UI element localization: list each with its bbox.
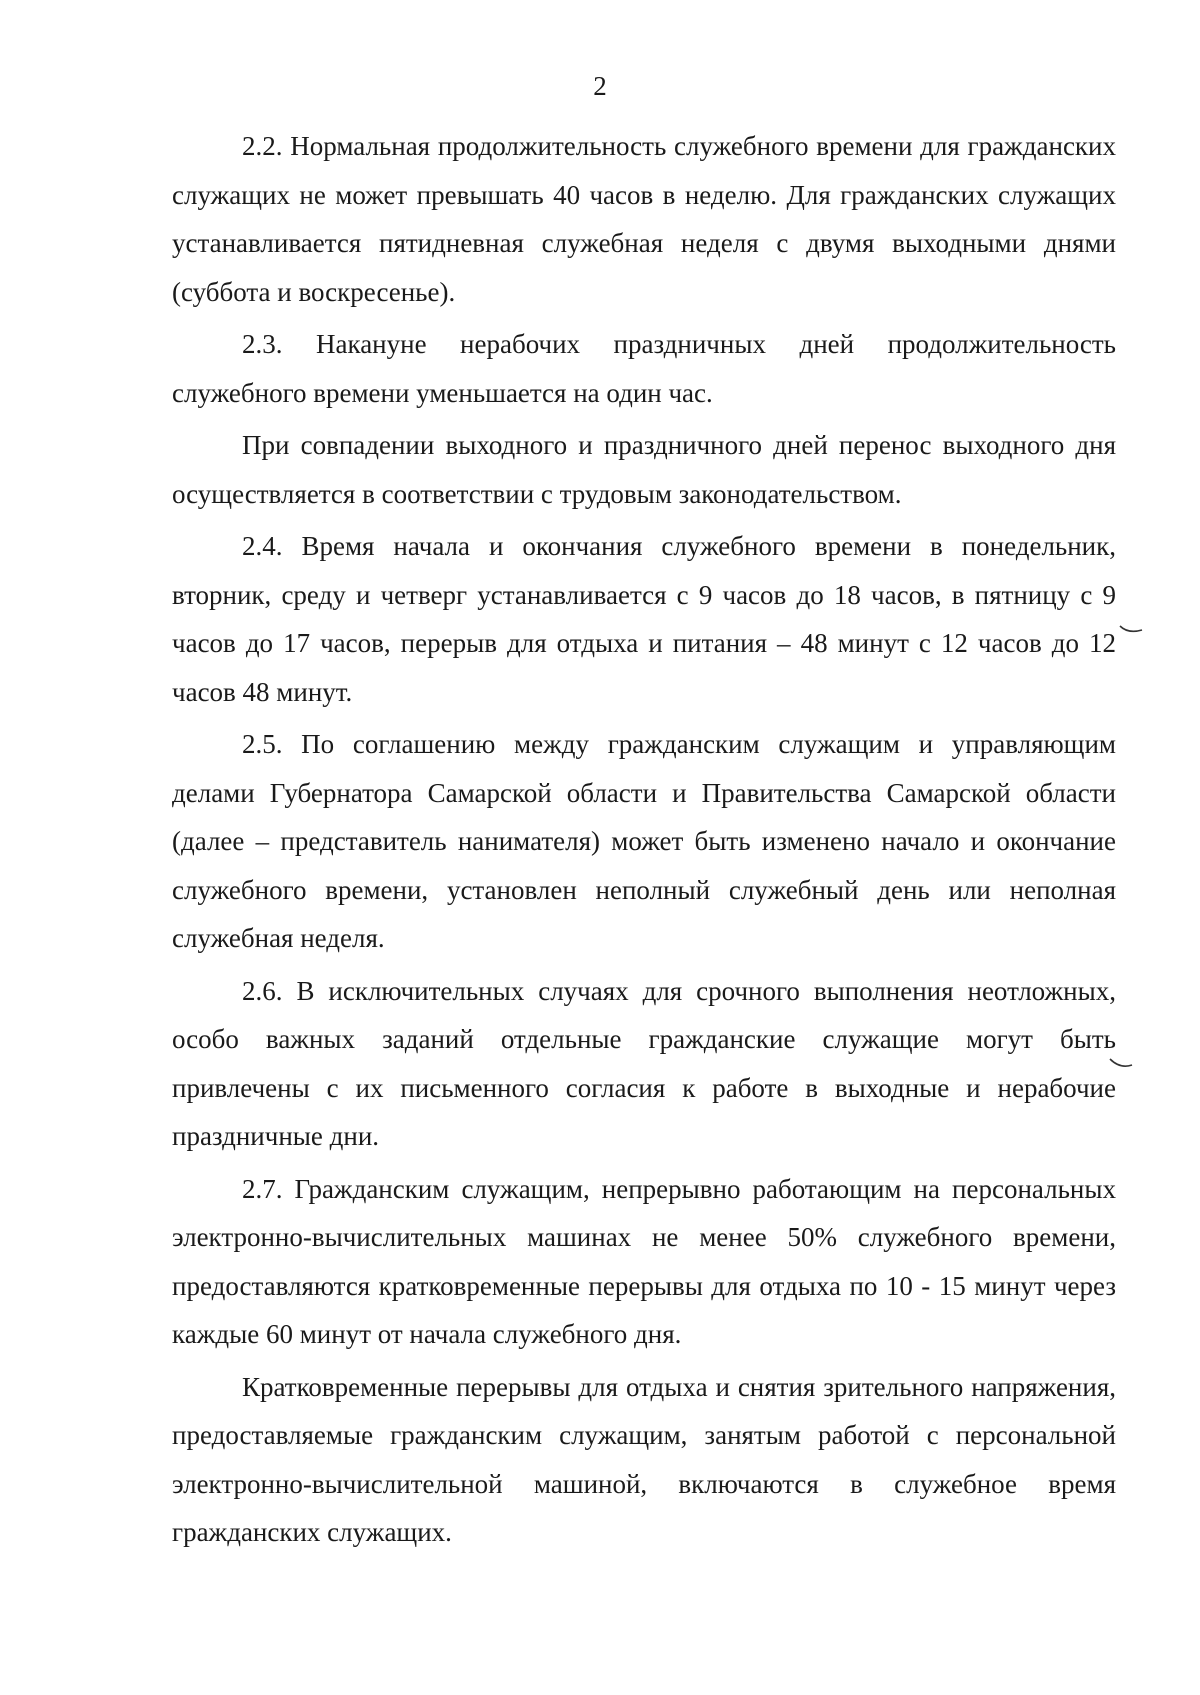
margin-check-mark	[1118, 622, 1144, 636]
paragraph-2-6: 2.6. В исключительных случаях для срочного выполнения неотложных, особо важных заданий отдельные гражданские служащие могут быть привлечены с их письменного согласия к работе в выходные и нерабочие праздничные дни.	[172, 975, 1116, 1151]
paragraph-2-7: 2.7. Гражданским служащим, непрерывно работающим на персональных электронно-вычислительных машинах не менее 50% служебного времени, предоставляются кратковременные перерывы для отдыха по 10 - 15 минут через каждые 60 минут от начала служебного дня.	[172, 1173, 1116, 1349]
paragraph-2-2: 2.2. Нормальная продолжительность служебного времени для гражданских служащих не может превышать 40 часов в неделю. Для гражданских служащих устанавливается пятидневная служебная неделя с двумя выходными днями (суббота и воскресенье).	[172, 131, 1116, 307]
document-body	[172, 122, 1116, 1561]
paragraph-2-7-short-breaks: Кратковременные перерывы для отдыха и снятия зрительного напряжения, предоставляемые гражданским служащим, занятым работой с персональной электронно-вычислительной машиной, включаются в служебное время гражданских служащих.	[172, 1371, 1116, 1547]
page-number: 2	[593, 71, 607, 101]
paragraph-2-3: 2.3. Накануне нерабочих праздничных дней продолжительность служебного времени уменьшается на один час.	[172, 329, 1116, 408]
paragraph-2-3-holiday-transfer: При совпадении выходного и праздничного дней перенос выходного дня осуществляется в соответствии с трудовым законодательством.	[172, 430, 1116, 509]
paragraph-2-4: 2.4. Время начала и окончания служебного времени в понедельник, вторник, среду и четверг устанавливается с 9 часов до 18 часов, в пятницу с 9 часов до 17 часов, перерыв для отдыха и питания – 48 минут с 12 часов до 12 часов 48 минут.	[172, 531, 1116, 707]
margin-check-mark	[1108, 1056, 1134, 1070]
paragraph-2-5: 2.5. По соглашению между гражданским служащим и управляющим делами Губернатора Самарской области и Правительства Самарской области (далее – представитель нанимателя) может быть изменено начало и окончание служебного времени, установлен неполный служебный день или неполная служебная неделя.	[172, 729, 1116, 953]
